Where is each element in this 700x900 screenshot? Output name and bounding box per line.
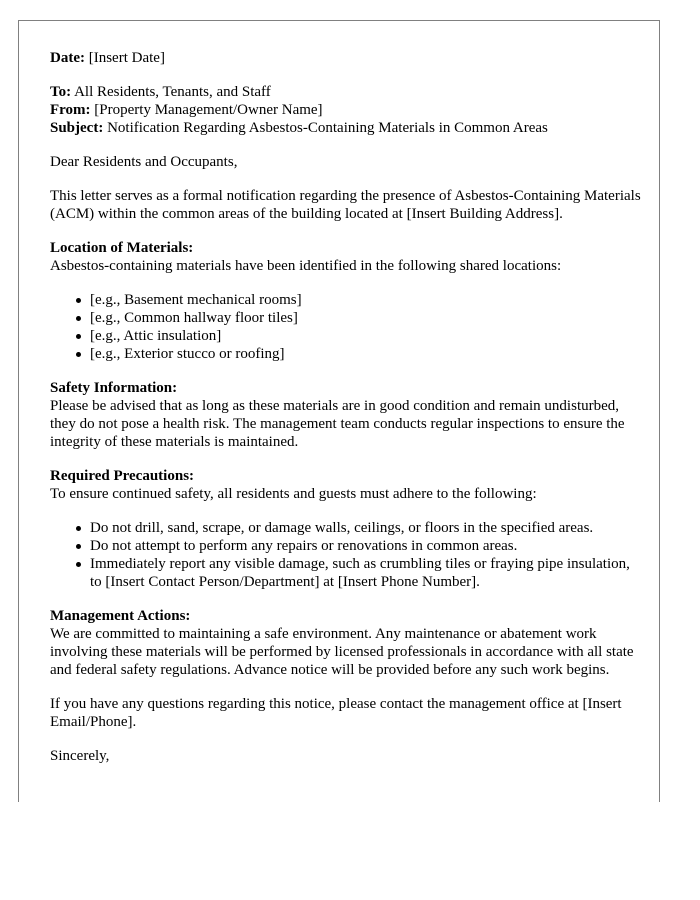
location-text: Asbestos-containing materials have been identified in the following shared locations:: [50, 258, 562, 274]
list-item: [e.g., Exterior stucco or roofing]: [90, 345, 642, 363]
precautions-list: [50, 519, 642, 591]
management-text: We are committed to maintaining a safe environment. Any maintenance or abatement work involving these materials will be performed by licensed professionals in accordance with all state and federal safety regulations. Advance notice will be provided before any such work begins.: [50, 626, 634, 678]
list-item: [e.g., Common hallway floor tiles]: [90, 309, 642, 327]
list-item: Do not drill, sand, scrape, or damage walls, ceilings, or floors in the specified areas.: [90, 519, 642, 537]
precautions-heading-text: Required Precautions:: [50, 468, 195, 484]
location-heading: [50, 239, 642, 257]
date-value: [Insert Date]: [88, 50, 165, 66]
precautions-text: To ensure continued safety, all residents and guests must adhere to the following:: [50, 486, 537, 502]
safety-text: Please be advised that as long as these materials are in good condition and remain undisturbed, they do not pose a health risk. The management team conducts regular inspections to ensure the integrity of these materials is maintained.: [50, 398, 625, 450]
subject-label: Subject:: [50, 120, 104, 136]
intro-paragraph: This letter serves as a formal notification regarding the presence of Asbestos-Containing Materials (ACM) within the common areas of the building located at [Insert Building Address].: [50, 188, 641, 222]
to-line: [50, 83, 642, 101]
questions-paragraph: If you have any questions regarding this notice, please contact the management office at [Insert Email/Phone].: [50, 696, 622, 730]
list-item: Do not attempt to perform any repairs or renovations in common areas.: [90, 537, 642, 555]
date-line: [50, 49, 642, 67]
location-list: [50, 291, 642, 363]
safety-heading-text: Safety Information:: [50, 380, 178, 396]
letter-document: [18, 20, 660, 802]
to-value: All Residents, Tenants, and Staff: [74, 84, 271, 100]
from-label: From:: [50, 102, 91, 118]
from-value: [Property Management/Owner Name]: [94, 102, 323, 118]
management-heading: [50, 607, 642, 625]
salutation: Dear Residents and Occupants,: [50, 154, 238, 170]
subject-value: Notification Regarding Asbestos-Containing Materials in Common Areas: [107, 120, 548, 136]
closing: Sincerely,: [50, 748, 110, 764]
list-item: Immediately report any visible damage, such as crumbling tiles or fraying pipe insulation, to [Insert Contact Person/Department] at [Insert Phone Number].: [90, 555, 642, 591]
list-item: [e.g., Attic insulation]: [90, 327, 642, 345]
date-label: Date:: [50, 50, 85, 66]
from-line: [50, 101, 642, 119]
to-label: To:: [50, 84, 72, 100]
safety-heading: [50, 379, 642, 397]
subject-line: [50, 119, 642, 137]
location-heading-text: Location of Materials:: [50, 240, 194, 256]
precautions-heading: [50, 467, 642, 485]
management-heading-text: Management Actions:: [50, 608, 191, 624]
list-item: [e.g., Basement mechanical rooms]: [90, 291, 642, 309]
